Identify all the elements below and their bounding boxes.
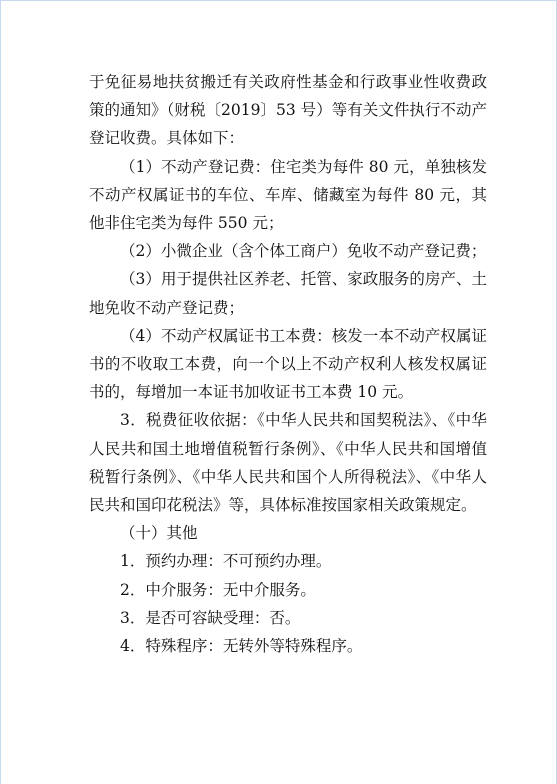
item-special-procedure: 4．特殊程序：无转外等特殊程序。 (120, 637, 363, 656)
item-tolerance-acceptance: 3．是否可容缺受理：否。 (120, 608, 301, 627)
paragraph-continuation: 于免征易地扶贫搬迁有关政府性基金和行政事业性收费政策的通知》（财税〔2019〕53 号）等有关文件执行不动产登记收费。具体如下： (89, 73, 487, 148)
page-border-top (0, 0, 557, 1)
document-body (89, 68, 487, 660)
paragraph-tax-basis: 3．税费征收依据：《中华人民共和国契税法》、《中华人民共和国土地增值税暂行条例》、《中华人民共和国增值税暂行条例》、《中华人民共和国个人所得税法》、《中华人民共和国印花税法》等，具体标准按国家相关政策规定。 (89, 411, 487, 515)
page-border-left (0, 0, 1, 784)
item-appointment: 1．预约办理：不可预约办理。 (120, 552, 332, 571)
paragraph-community-service-exemption: （3）用于提供社区养老、托管、家政服务的房产、土地免收不动产登记费； (89, 270, 487, 317)
paragraph-certificate-fee: （4）不动产权属证书工本费：核发一本不动产权属证书的不收取工本费，向一个以上不动产权利人核发权属证书的，每增加一本证书加收证书工本费 10 元。 (89, 326, 487, 402)
item-agency-service: 2．中介服务：无中介服务。 (120, 580, 316, 599)
paragraph-registration-fee: （1）不动产登记费：住宅类为每件 80 元，单独核发不动产权属证书的车位、车库、储藏室为每件 80 元，其他非住宅类为每件 550 元； (89, 157, 487, 233)
paragraph-small-business-exemption: （2）小微企业（含个体工商户）免收不动产登记费； (120, 242, 487, 261)
section-heading-other: （十）其他 (120, 524, 198, 543)
